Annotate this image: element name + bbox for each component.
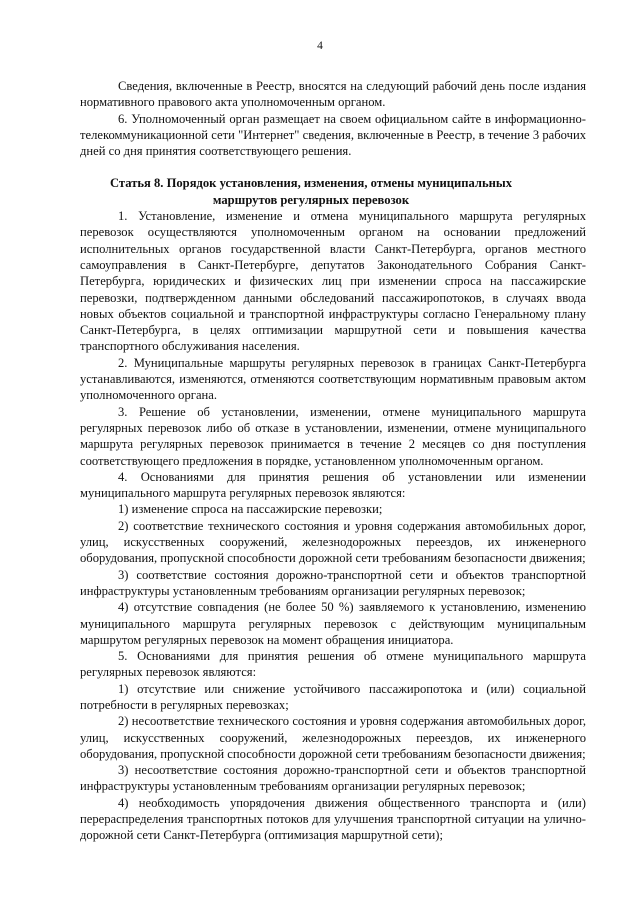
list-item: 2) несоответствие технического состояния и уровня содержания автомобильных дорог, улиц, искусственных сооружений, железнодорожных переездов, их инженерного оборудования, пропускной способности дорожной сети требованиям безопасности движения; xyxy=(80,714,586,761)
paragraph: 6. Уполномоченный орган размещает на своем официальном сайте в информационно-телекоммуникационной сети "Интернет" сведения, включенные в Реестр, в течение 3 рабочих дней со дня принятия соответствующего решения. xyxy=(80,111,586,159)
list-item: 2) соответствие технического состояния и уровня содержания автомобильных дорог, улиц, искусственных сооружений, железнодорожных переездов, их инженерного оборудования, пропускной способности дорожной сети требованиям безопасности движения; xyxy=(80,518,586,566)
paragraph: 4. Основаниями для принятия решения об установлении или изменении муниципального маршрута регулярных перевозок являются: xyxy=(80,469,586,501)
paragraph: 5. Основаниями для принятия решения об отмене муниципального маршрута регулярных перевозок являются: xyxy=(80,649,586,680)
document-body xyxy=(80,78,586,844)
paragraph: Сведения, включенные в Реестр, вносятся на следующий рабочий день после издания нормативного правового акта уполномоченным органом. xyxy=(80,79,586,110)
list-item: 3) несоответствие состояния дорожно-транспортной сети и объектов транспортной инфраструктуры установленным требованиям организации регулярных перевозок; xyxy=(80,763,586,794)
list-item: 3) соответствие состояния дорожно-транспортной сети и объектов транспортной инфраструктуры установленным требованиям организации регулярных перевозок; xyxy=(80,567,586,598)
spacer xyxy=(80,159,586,175)
list-item: 4) необходимость упорядочения движения общественного транспорта и (или) перераспределения транспортных потоков для улучшения транспортной ситуации на улично-дорожной сети Санкт-Петербурга (оптимизация маршрутной сети); xyxy=(80,795,586,843)
paragraph: 2. Муниципальные маршруты регулярных перевозок в границах Санкт-Петербурга устанавливаются, изменяются, отменяются соответствующим нормативным правовым актом уполномоченного органа. xyxy=(80,355,586,403)
paragraph: 1. Установление, изменение и отмена муниципального маршрута регулярных перевозок осуществляются уполномоченным органом на основании предложений исполнительных органов государственной власти Санкт-Петербурга, органов местного самоуправления в Санкт-Петербурге, депутатов Законодательного Собрания Санкт-Петербурга, юридических и физических лиц при изменении спроса на пассажирские перевозки, подтвержденном данными обследований пассажиропотоков, в случаях ввода новых объектов социальной и транспортной инфраструктуры согласно Генеральному плану Санкт-Петербурга, в целях оптимизации маршрутной сети и повышения качества транспортного обслуживания населения. xyxy=(80,209,586,354)
article-heading-line2: маршрутов регулярных перевозок xyxy=(212,192,410,207)
page-number: 4 xyxy=(317,40,323,52)
list-item: 1) отсутствие или снижение устойчивого пассажиропотока и (или) социальной потребности в регулярных перевозках; xyxy=(80,681,586,712)
list-item: 1) изменение спроса на пассажирские перевозки; xyxy=(118,502,383,517)
list-item: 4) отсутствие совпадения (не более 50 %) заявляемого к установлению, изменению муниципального маршрута регулярных перевозок с действующим муниципальным маршрутом регулярных перевозок на момент обращения инициатора. xyxy=(80,600,586,647)
paragraph: 3. Решение об установлении, изменении, отмене муниципального маршрута регулярных перевозок либо об отказе в установлении, изменении, отмене муниципального маршрута регулярных перевозок принимается в течение 2 месяцев со дня поступления соответствующего предложения в порядке, установленном уполномоченным органом. xyxy=(80,404,586,468)
article-heading xyxy=(80,175,586,208)
article-heading-line1: Статья 8. Порядок установления, изменения, отмены муниципальных xyxy=(109,176,513,191)
